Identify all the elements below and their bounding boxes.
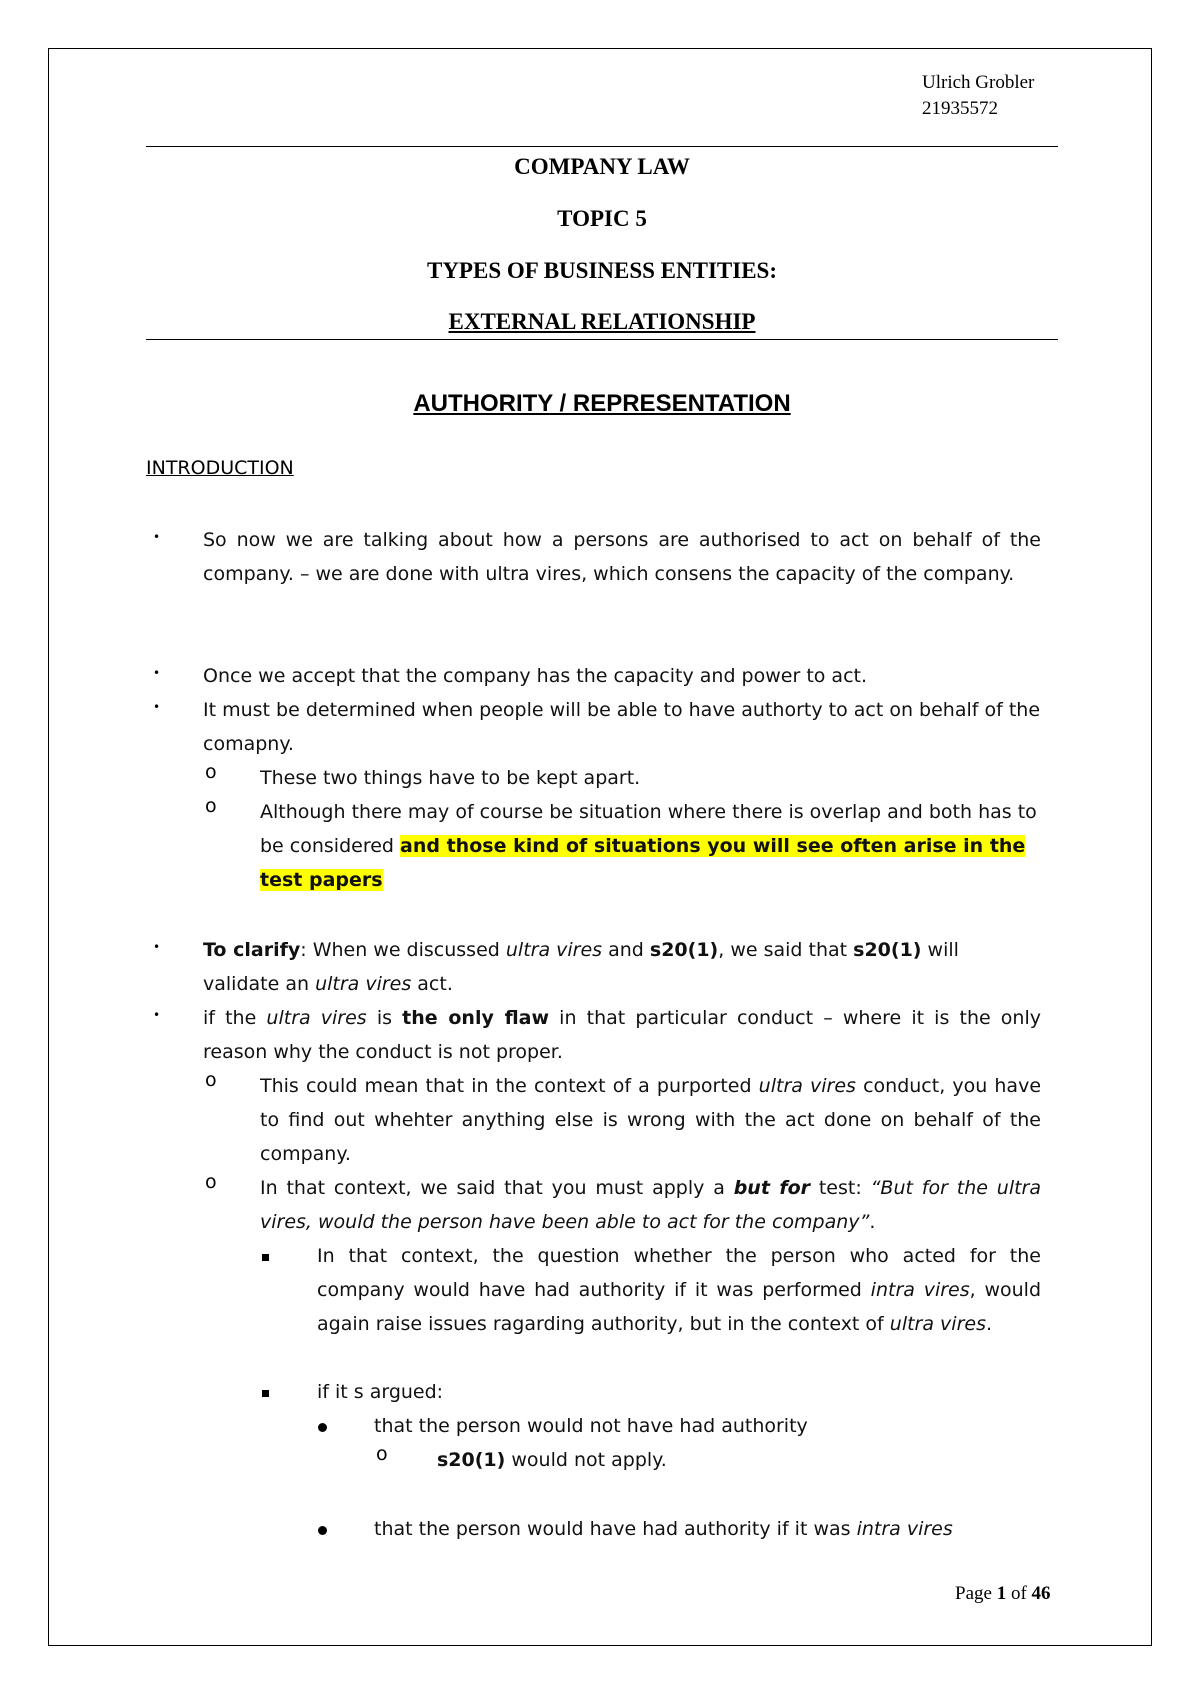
types-title: TYPES OF BUSINESS ENTITIES: <box>426 258 778 283</box>
bullet-icon: • <box>153 940 161 954</box>
bullet-4-text <box>203 933 1041 1001</box>
square-bullet-icon <box>262 1254 269 1261</box>
bullet-5a-text <box>260 1069 1041 1171</box>
square-bullet-icon <box>262 1390 269 1397</box>
circle-bullet-icon: o <box>205 1069 217 1091</box>
header-rule-bottom <box>146 339 1058 340</box>
dot-bullet-2-text <box>374 1512 1041 1546</box>
bullet-icon: • <box>153 530 161 544</box>
bullet-5-text <box>203 1001 1041 1069</box>
bullet-5b-text <box>260 1171 1041 1239</box>
circle-bullet-icon: o <box>205 795 217 817</box>
term-ultra-vires: ultra vires <box>889 1313 986 1335</box>
page-number: 1 <box>996 1583 1007 1604</box>
only-flaw: the only flaw <box>402 1007 550 1029</box>
text-segment: In that context, the question whether the person who acted for the company would have had authority if it was performed <box>317 1245 1041 1301</box>
circle-bullet-icon: o <box>205 761 217 783</box>
bullet-1-text: So now we are talking about how a persons are authorised to act on behalf of the company. – we are done with ultra vires, which consens the capacity of the company. <box>203 529 1041 585</box>
dot-bullet-1a-text <box>437 1443 1041 1477</box>
of-label: of <box>1006 1583 1032 1604</box>
page-label: Page <box>955 1583 997 1604</box>
term-ultra-vires: ultra vires <box>758 1075 856 1097</box>
header-rule-top <box>146 146 1058 147</box>
text-segment: and <box>602 939 650 961</box>
term-intra-vires: intra vires <box>870 1279 970 1301</box>
page-footer <box>955 1583 1051 1605</box>
text-segment: test: <box>810 1177 871 1199</box>
section-ref: s20(1) <box>437 1449 506 1471</box>
bullet-5b-ii-text: if it s argued: <box>317 1381 444 1403</box>
text-segment: in that particular conduct – where it is the only reason why the conduct is not proper. <box>203 1007 1041 1063</box>
section-ref: s20(1) <box>853 939 922 961</box>
bullet-5b-i-text <box>317 1239 1041 1341</box>
bullet-icon: • <box>153 1008 161 1022</box>
term-ultra-vires: ultra vires <box>315 973 412 995</box>
bullet-3b-highlight: and those kind of situations you will see often arise in the test papers <box>260 835 1026 891</box>
dot-bullet-icon <box>318 1526 327 1535</box>
author-name: Ulrich Grobler <box>922 72 1035 93</box>
but-for: but for <box>733 1177 811 1199</box>
dot-bullet-1-text: that the person would not have had authority <box>374 1415 808 1437</box>
text-segment: , would again raise issues ragarding authority, but in the context of <box>317 1279 1042 1335</box>
intro-heading: INTRODUCTION <box>146 457 294 479</box>
bullet-icon: • <box>153 700 161 714</box>
section-title: AUTHORITY / REPRESENTATION <box>413 390 791 417</box>
bullet-icon: • <box>153 666 161 680</box>
text-segment: act. <box>411 973 453 995</box>
text-segment: : When we discussed <box>300 939 506 961</box>
term-ultra-vires: ultra vires <box>505 939 603 961</box>
bullet-2-text: Once we accept that the company has the capacity and power to act. <box>203 665 868 687</box>
text-segment: if the <box>203 1007 267 1029</box>
text-segment: would not apply. <box>505 1449 667 1471</box>
term-intra-vires: intra vires <box>856 1518 953 1540</box>
text-segment: is <box>366 1007 403 1029</box>
relationship-title: EXTERNAL RELATIONSHIP <box>448 309 756 334</box>
text-segment: In that context, we said that you must apply a <box>260 1177 734 1199</box>
page-total: 46 <box>1031 1583 1051 1604</box>
circle-bullet-icon: o <box>376 1443 388 1465</box>
circle-bullet-icon: o <box>205 1171 217 1193</box>
but-for-quote: “But for the ultra vires, would the person have been able to act for the company” <box>260 1177 1042 1233</box>
bullet-3-text: It must be determined when people will be able to have authorty to act on behalf of the comapny. <box>203 699 1041 755</box>
text-segment: . <box>869 1211 876 1233</box>
bullet-3b-plain: Although there may of course be situation where there is overlap and both has to be considered <box>260 801 1037 857</box>
topic-title: TOPIC 5 <box>557 206 647 231</box>
bullet-3a-text: These two things have to be kept apart. <box>260 767 641 789</box>
author-block <box>922 70 1034 122</box>
text-segment: This could mean that in the context of a purported <box>260 1075 759 1097</box>
to-clarify: To clarify <box>203 939 301 961</box>
text-segment: . <box>985 1313 993 1335</box>
section-ref: s20(1) <box>649 939 719 961</box>
term-ultra-vires: ultra vires <box>266 1007 367 1029</box>
student-number: 21935572 <box>922 98 998 119</box>
text-segment: that the person would have had authority if it was <box>374 1518 857 1540</box>
course-title: COMPANY LAW <box>514 154 690 179</box>
text-segment: conduct, you have to find out whehter anything else is wrong with the act done on behalf of the company. <box>260 1075 1042 1165</box>
text-segment: , we said that <box>718 939 854 961</box>
dot-bullet-icon <box>318 1423 327 1432</box>
bullet-3b-text <box>260 795 1041 897</box>
text-segment: will validate an <box>203 939 959 995</box>
